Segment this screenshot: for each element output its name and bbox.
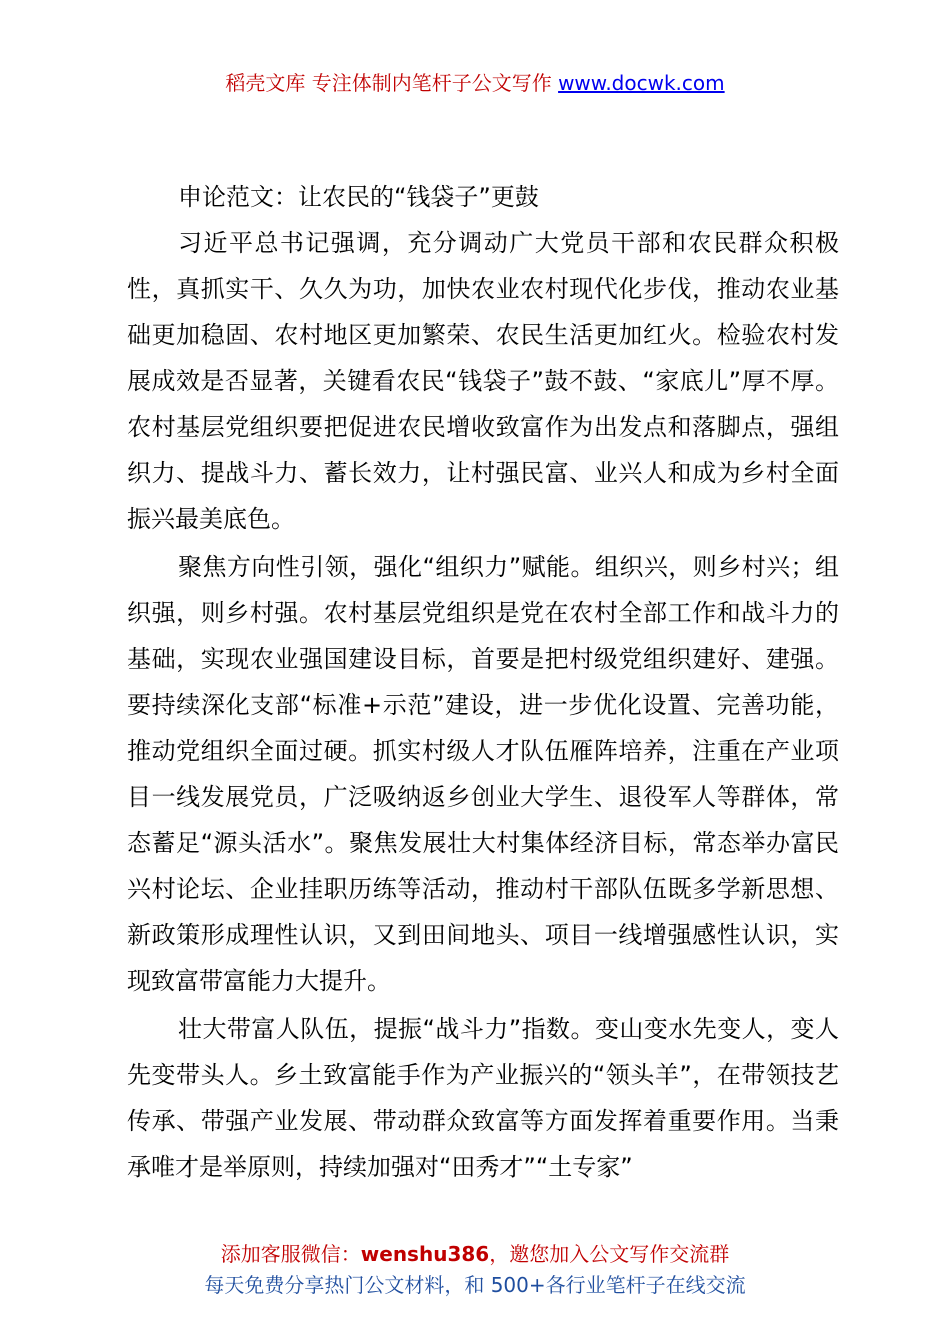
brand-slogan: 稻壳文库 专注体制内笔杆子公文写作 [225, 71, 552, 95]
article-title: 申论范文：让农民的“钱袋子”更鼓 [178, 183, 539, 211]
site-link[interactable]: www.docwk.com [558, 71, 725, 95]
wechat-id: wenshu386 [360, 1242, 490, 1266]
page-footer [0, 1239, 950, 1301]
footer-contact-line [0, 1239, 950, 1270]
page-header [0, 68, 950, 98]
paragraph-3: 壮大带富人队伍，提振“战斗力”指数。变山变水先变人，变人先变带头人。乡土致富能手作为产业振兴的“领头羊”，在带领技艺传承、带强产业发展、带动群众致富等方面发挥着重要作用。当秉承唯才是举原则，持续加强对“田秀才”“土专家” [127, 1015, 839, 1181]
footer-promo-line: 每天免费分享热门公文材料，和 500+各行业笔杆子在线交流 [204, 1273, 746, 1297]
paragraph-1: 习近平总书记强调，充分调动广大党员干部和农民群众积极性，真抓实干、久久为功，加快农业农村现代化步伐，推动农业基础更加稳固、农村地区更加繁荣、农民生活更加红火。检验农村发展成效是否显著，关键看农民“钱袋子”鼓不鼓、“家底儿”厚不厚。农村基层党组织要把促进农民增收致富作为出发点和落脚点，强组织力、提战斗力、蓄长效力，让村强民富、业兴人和成为乡村全面振兴最美底色。 [127, 229, 839, 533]
article-body [127, 174, 839, 1192]
paragraph-2: 聚焦方向性引领，强化“组织力”赋能。组织兴，则乡村兴；组织强，则乡村强。农村基层党组织是党在农村全部工作和战斗力的基础，实现农业强国建设目标，首要是把村级党组织建好、建强。要持续深化支部“标准+示范”建设，进一步优化设置、完善功能，推动党组织全面过硬。抓实村级人才队伍雁阵培养，注重在产业项目一线发展党员，广泛吸纳返乡创业大学生、退役军人等群体，常态蓄足“源头活水”。聚焦发展壮大村集体经济目标，常态举办富民兴村论坛、企业挂职历练等活动，推动村干部队伍既多学新思想、新政策形成理性认识，又到田间地头、项目一线增强感性认识，实现致富带富能力大提升。 [127, 553, 839, 995]
footer-contact-prefix: 添加客服微信： [220, 1242, 361, 1266]
footer-contact-suffix: ，邀您加入公文写作交流群 [489, 1242, 730, 1266]
